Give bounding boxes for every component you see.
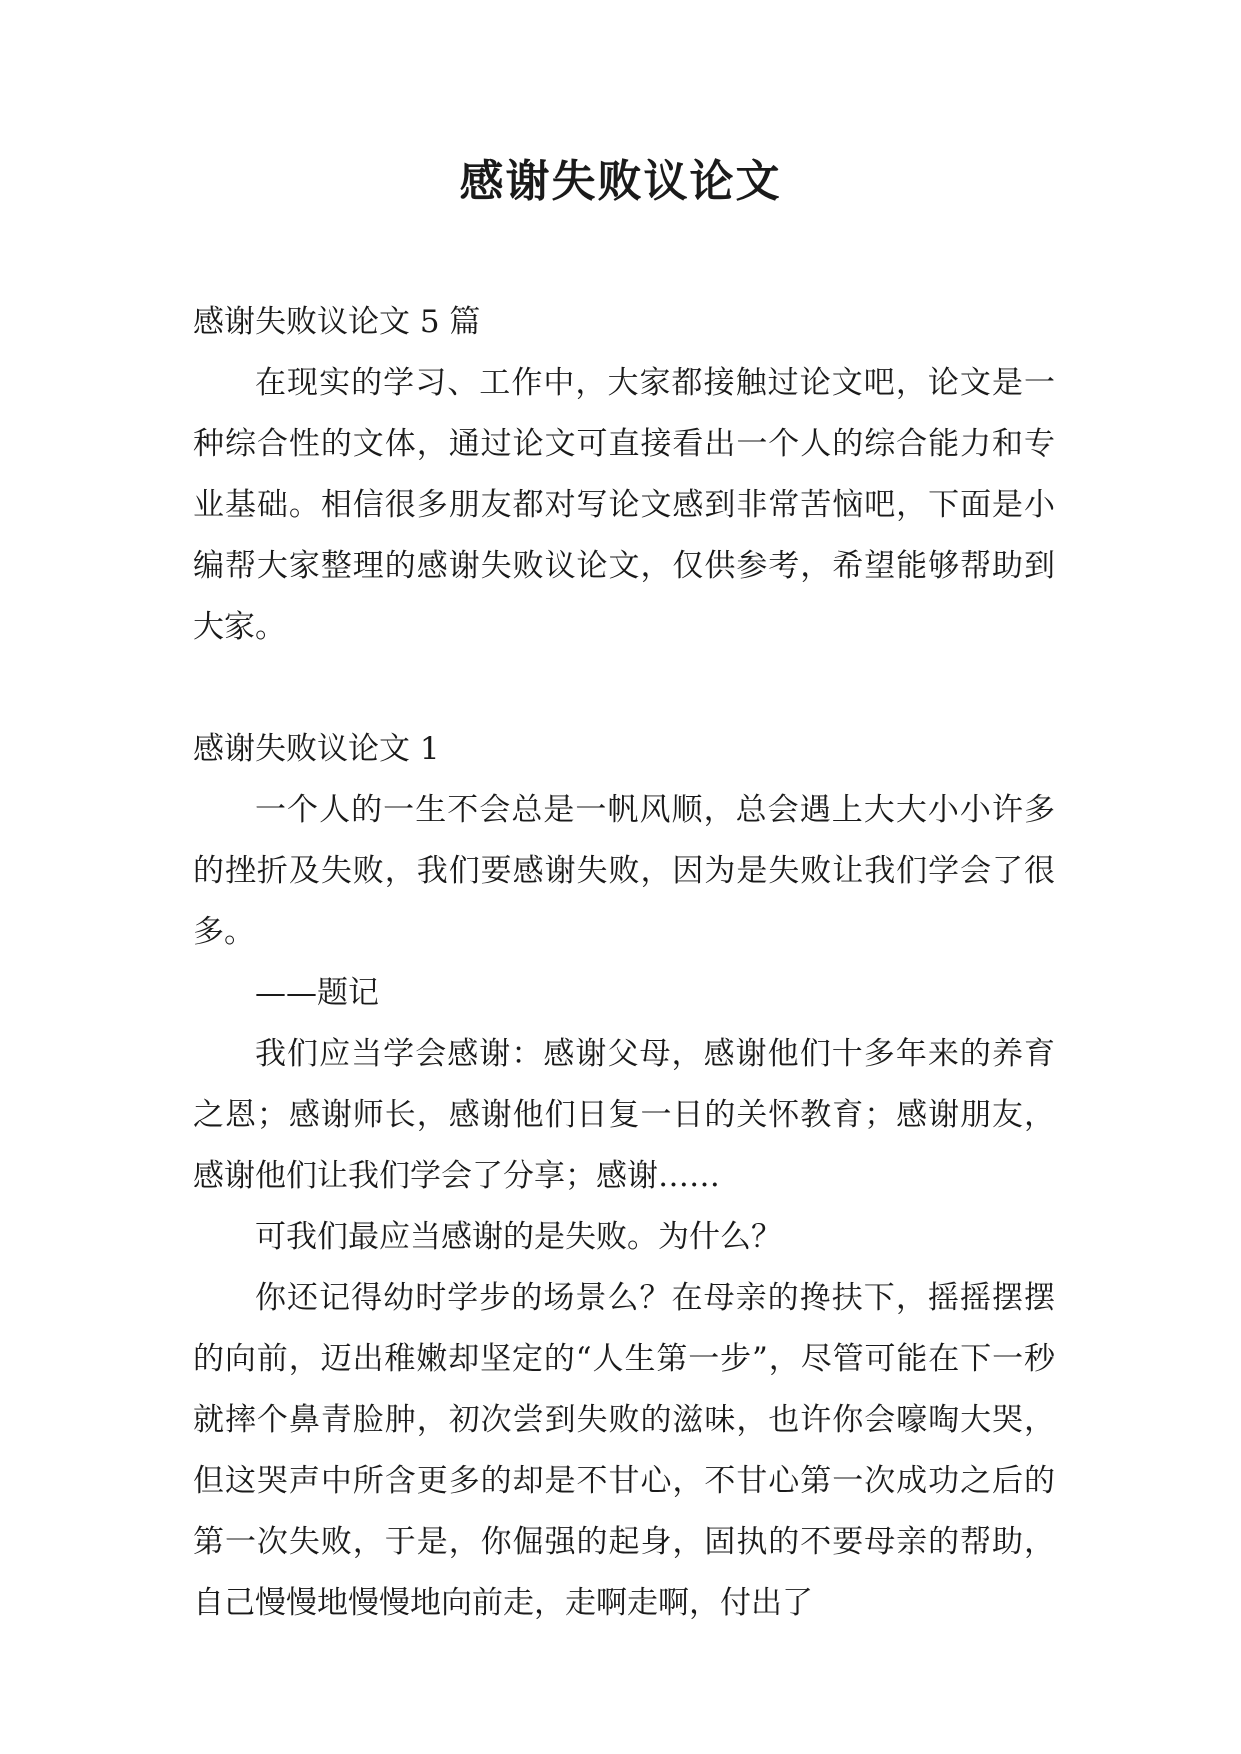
body-paragraph: 我们应当学会感谢：感谢父母，感谢他们十多年来的养育之恩；感谢师长，感谢他们日复一日的关怀教育；感谢朋友，感谢他们让我们学会了分享；感谢…… xyxy=(193,1036,1055,1194)
epigraph-attribution: ——题记 xyxy=(255,975,379,1011)
document-title: 感谢失败议论文 xyxy=(459,156,782,207)
document-subtitle: 感谢失败议论文 5 篇 xyxy=(193,304,481,340)
body-paragraph: 你还记得幼时学步的场景么？在母亲的搀扶下，摇摇摆摆的向前，迈出稚嫩却坚定的“人生第一步”，尽管可能在下一秒就摔个鼻青脸肿，初次尝到失败的滋味，也许你会嚎啕大哭，但这哭声中所含更多的却是不甘心，不甘心第一次成功之后的第一次失败，于是，你倔强的起身，固执的不要母亲的帮助，自己慢慢地慢慢地向前走，走啊走啊，付出了 xyxy=(193,1280,1055,1621)
intro-paragraph: 在现实的学习、工作中，大家都接触过论文吧，论文是一种综合性的文体，通过论文可直接看出一个人的综合能力和专业基础。相信很多朋友都对写论文感到非常苦恼吧，下面是小编帮大家整理的感谢失败议论文，仅供参考，希望能够帮助到大家。 xyxy=(193,365,1055,645)
body-paragraph: 一个人的一生不会总是一帆风顺，总会遇上大大小小许多的挫折及失败，我们要感谢失败，因为是失败让我们学会了很多。 xyxy=(193,792,1055,950)
section-spacer xyxy=(193,658,1055,719)
body-paragraph: 可我们最应当感谢的是失败。为什么？ xyxy=(255,1219,782,1255)
document-body xyxy=(193,292,1055,1634)
section-heading: 感谢失败议论文 1 xyxy=(193,731,440,767)
